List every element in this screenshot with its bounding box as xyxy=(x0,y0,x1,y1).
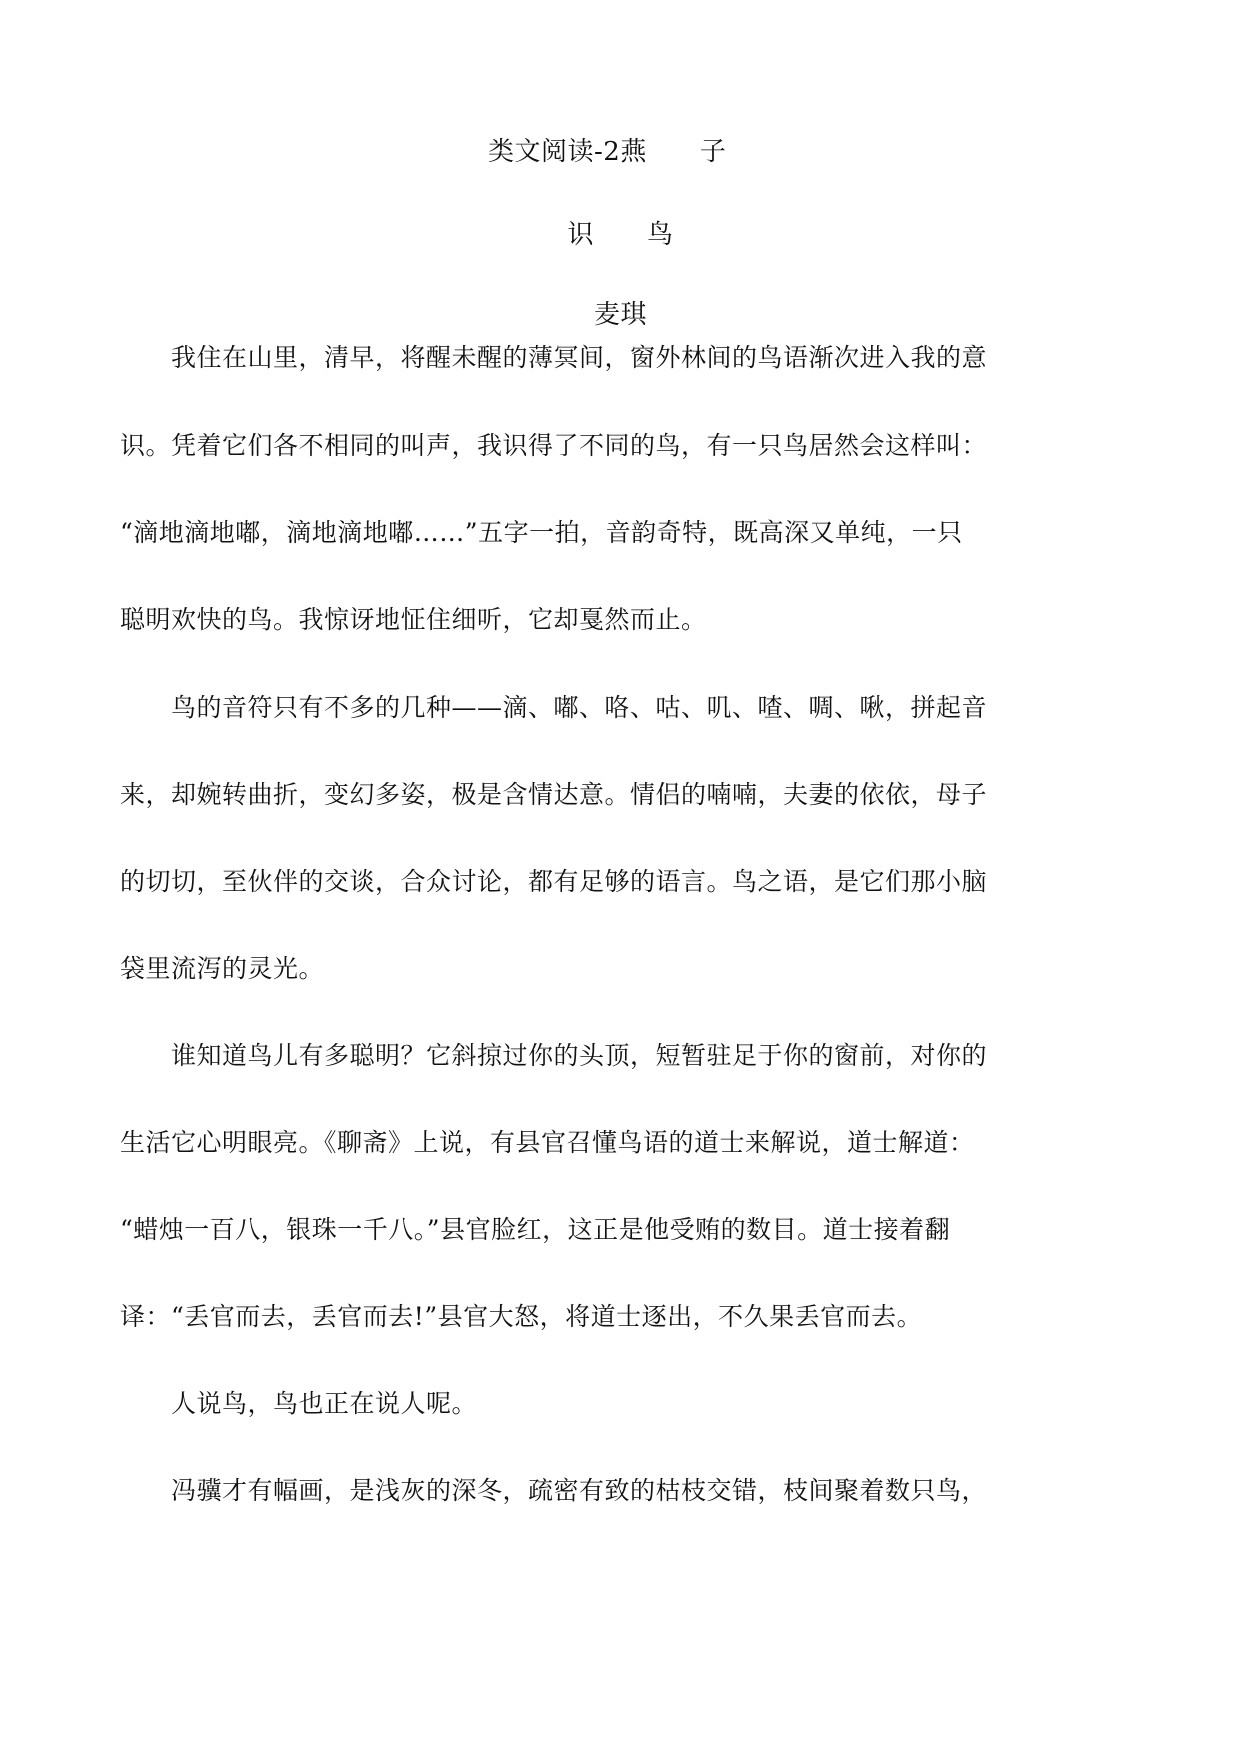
body-line: 冯骥才有幅画，是浅灰的深冬，疏密有致的枯枝交错，枝间聚着数只鸟， xyxy=(120,1476,988,1505)
body-line: 译：“丢官而去，丢官而去!”县官大怒，将道士逐出，不久果丢官而去。 xyxy=(120,1302,923,1331)
document-title: 类文阅读-2燕 子 xyxy=(488,137,727,167)
body-line: 聪明欢快的鸟。我惊讶地怔住细听，它却戛然而止。 xyxy=(120,605,707,634)
body-line: 来，却婉转曲折，变幻多姿，极是含情达意。情侣的喃喃，夫妻的依依，母子 xyxy=(120,780,988,809)
body-line: 人说鸟，鸟也正在说人呢。 xyxy=(120,1389,478,1418)
essay-author: 麦琪 xyxy=(593,300,647,330)
body-line: 谁知道鸟儿有多聪明？它斜掠过你的头顶，短暂驻足于你的窗前，对你的 xyxy=(120,1041,988,1070)
body-line: “蜡烛一百八，银珠一千八。”县官脸红，这正是他受贿的数目。道士接着翻 xyxy=(120,1215,951,1244)
body-line: “滴地滴地嘟，滴地滴地嘟……”五字一拍，音韵奇特，既高深又单纯，一只 xyxy=(120,518,963,547)
body-line: 的切切，至伙伴的交谈，合众讨论，都有足够的语言。鸟之语，是它们那小脑 xyxy=(120,867,988,896)
body-line: 我住在山里，清早，将醒未醒的薄冥间，窗外林间的鸟语渐次进入我的意 xyxy=(120,343,988,372)
essay-title: 识 鸟 xyxy=(567,220,674,250)
body-line: 袋里流泻的灵光。 xyxy=(120,954,325,983)
body-line: 识。凭着它们各不相同的叫声，我识得了不同的鸟，有一只鸟居然会这样叫： xyxy=(120,431,988,460)
body-line: 鸟的音符只有不多的几种——滴、嘟、咯、咕、叽、喳、啁、啾，拼起音 xyxy=(120,693,988,722)
body-line: 生活它心明眼亮。《聊斋》上说，有县官召懂鸟语的道士来解说，道士解道： xyxy=(120,1128,975,1157)
